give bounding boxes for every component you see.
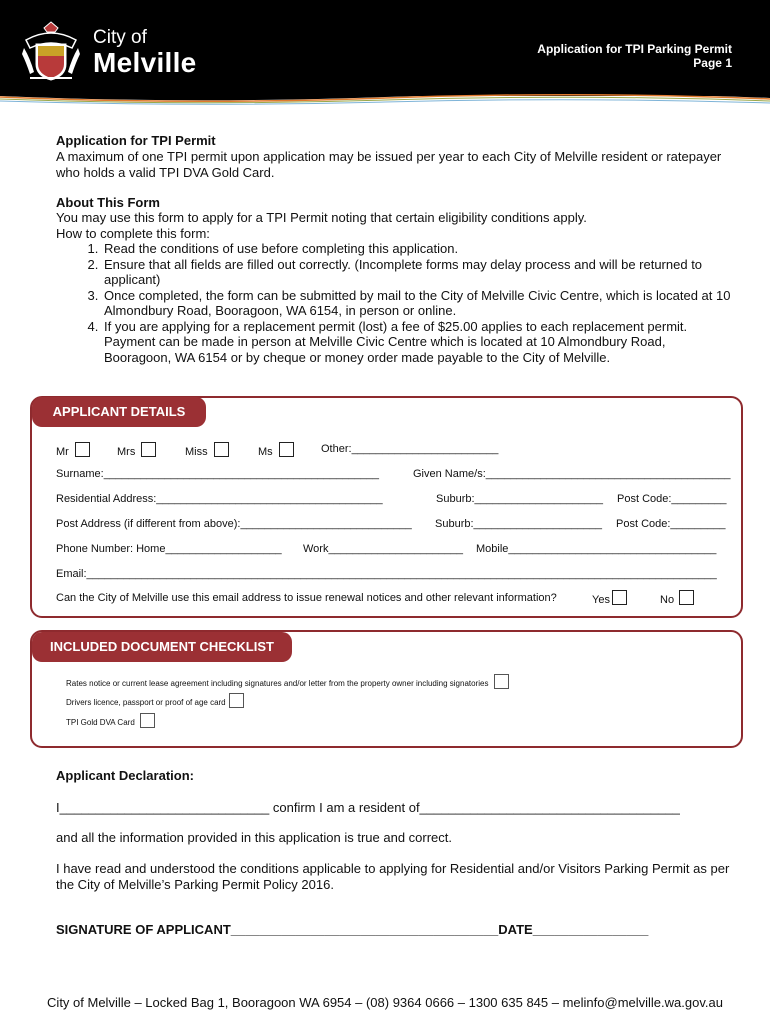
title-option-mr bbox=[56, 442, 90, 458]
applicant-details-tab: APPLICANT DETAILS bbox=[32, 397, 206, 427]
consent-yes-option bbox=[592, 590, 627, 606]
title-option-mrs bbox=[117, 442, 156, 458]
postal-post-code-field[interactable]: Post Code:_________ bbox=[616, 518, 726, 530]
rates-checkbox[interactable] bbox=[494, 674, 509, 689]
checklist-item-label: TPI Gold DVA Card bbox=[66, 718, 135, 727]
checklist-item-label: Rates notice or current lease agreement including signatures and/or letter from the property owner including signatories bbox=[66, 679, 489, 688]
title-label: Miss bbox=[185, 446, 208, 458]
miss-checkbox[interactable] bbox=[214, 442, 229, 457]
other-title-field[interactable]: Other:________________________ bbox=[321, 443, 499, 455]
declaration-true-statement: and all the information provided in this application is true and correct. bbox=[56, 830, 452, 845]
title-option-miss bbox=[185, 442, 229, 458]
logo-melville-text: Melville bbox=[93, 47, 197, 78]
suburb-field[interactable]: Suburb:_____________________ bbox=[436, 493, 603, 505]
post-address-field[interactable]: Post Address (if different from above):____________________________ bbox=[56, 518, 412, 530]
header-title-block bbox=[537, 42, 732, 70]
yes-checkbox[interactable] bbox=[612, 590, 627, 605]
phone-home-field[interactable]: Phone Number: Home___________________ bbox=[56, 543, 282, 555]
yes-label: Yes bbox=[592, 594, 610, 606]
city-crest-icon bbox=[22, 18, 80, 84]
title-option-ms bbox=[258, 442, 294, 458]
mobile-field[interactable]: Mobile__________________________________ bbox=[476, 543, 717, 555]
checklist-item-dva-card bbox=[66, 713, 155, 728]
header-title: Application for TPI Parking Permit bbox=[537, 42, 732, 56]
no-label: No bbox=[660, 594, 675, 606]
mr-checkbox[interactable] bbox=[75, 442, 90, 457]
header-wave-divider bbox=[0, 92, 770, 106]
instructions-list bbox=[56, 241, 736, 365]
about-heading: About This Form bbox=[56, 195, 160, 210]
residential-address-field[interactable]: Residential Address:_____________________________________ bbox=[56, 493, 383, 505]
no-checkbox[interactable] bbox=[679, 590, 694, 605]
checklist-item-rates bbox=[66, 674, 509, 689]
checklist-item-label: Drivers licence, passport or proof of age card bbox=[66, 698, 226, 707]
document-checklist-tab: INCLUDED DOCUMENT CHECKLIST bbox=[32, 632, 292, 662]
intro-text: A maximum of one TPI permit upon application may be issued per year to each City of Melville resident or ratepayer who holds a valid TPI DVA Gold Card. bbox=[56, 149, 722, 180]
intro-heading: Application for TPI Permit bbox=[56, 133, 216, 148]
logo-city-text: City of bbox=[93, 27, 147, 48]
applicant-details-section bbox=[30, 396, 743, 618]
phone-work-field[interactable]: Work______________________ bbox=[303, 543, 464, 555]
given-names-field[interactable]: Given Name/s:________________________________________ bbox=[413, 468, 731, 480]
ms-checkbox[interactable] bbox=[279, 442, 294, 457]
surname-field[interactable]: Surname:_____________________________________________ bbox=[56, 468, 379, 480]
instruction-step: 3. Once completed, the form can be submitted by mail to the City of Melville Civic Centre, which is located at 10 Almondbury Road, Booragoon, WA 6154, in person or online. bbox=[102, 288, 736, 319]
title-label: Mr bbox=[56, 446, 69, 458]
title-label: Ms bbox=[258, 446, 273, 458]
email-consent-question: Can the City of Melville use this email address to issue renewal notices and other relevant information? bbox=[56, 592, 557, 604]
checklist-item-licence bbox=[66, 693, 244, 708]
consent-no-option bbox=[660, 590, 694, 606]
header-page-number: Page 1 bbox=[693, 56, 732, 70]
instruction-step: 1. Read the conditions of use before completing this application. bbox=[102, 241, 736, 257]
mrs-checkbox[interactable] bbox=[141, 442, 156, 457]
instruction-step: 4. If you are applying for a replacement permit (lost) a fee of $25.00 applies to each replacement permit. Payment can be made in person at Melville Civic Centre which is located at 10 Almondbury Road, Booragoon, WA 6154 or by cheque or money order made payable to the City of Melville. bbox=[102, 319, 736, 366]
footer-contact: City of Melville – Locked Bag 1, Booragoon WA 6954 – (08) 9364 0666 – 1300 635 845 – melinfo@melville.wa.gov.au bbox=[47, 995, 723, 1010]
declaration-heading: Applicant Declaration: bbox=[56, 768, 194, 783]
about-line2: How to complete this form: bbox=[56, 226, 210, 241]
dva-card-checkbox[interactable] bbox=[140, 713, 155, 728]
post-code-field[interactable]: Post Code:_________ bbox=[617, 493, 727, 505]
about-line1: You may use this form to apply for a TPI Permit noting that certain eligibility conditions apply. bbox=[56, 210, 587, 225]
instruction-step: 2. Ensure that all fields are filled out correctly. (Incomplete forms may delay process and will be returned to applicant) bbox=[102, 257, 736, 288]
licence-checkbox[interactable] bbox=[229, 693, 244, 708]
email-field[interactable]: Email:_______________________________________________________________________________________________________ bbox=[56, 568, 717, 580]
signature-date-line[interactable]: SIGNATURE OF APPLICANT_____________________________________DATE________________ bbox=[56, 922, 649, 937]
title-label: Mrs bbox=[117, 446, 136, 458]
declaration-resident-line[interactable]: I_____________________________ confirm I am a resident of____________________________________ bbox=[56, 800, 680, 815]
page-header bbox=[0, 0, 770, 96]
declaration-policy-statement: I have read and understood the conditions applicable to applying for Residential and/or Visitors Parking Permit as per the City of Melville’s Parking Permit Policy 2016. bbox=[56, 861, 730, 892]
postal-suburb-field[interactable]: Suburb:_____________________ bbox=[435, 518, 602, 530]
